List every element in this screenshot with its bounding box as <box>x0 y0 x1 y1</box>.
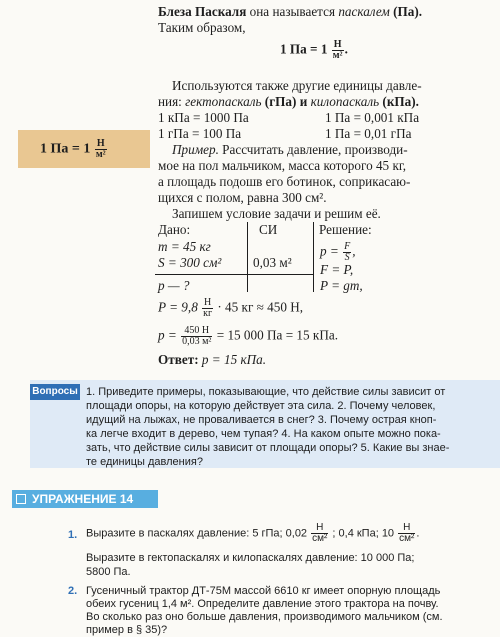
si-area: 0,03 м² <box>253 255 292 270</box>
calc-pressure <box>158 326 338 347</box>
write-task-line: Запишем условие задачи и решим её. <box>172 206 381 221</box>
kilopascal-abbr: (кПа). <box>382 94 419 109</box>
question-line: 1. Приведите примеры, показывающие, что действие силы зависит от <box>86 386 446 398</box>
given-mass: m = 45 кг <box>158 239 211 254</box>
answer-line <box>158 352 266 367</box>
question-line: площади опоры, на которую действует эта сила. 2. Почему человек, <box>86 400 436 412</box>
calc-weight-right: · 45 кг ≈ 450 Н, <box>217 299 304 315</box>
formula-fraction <box>332 40 344 61</box>
question-line: идущий на лыжах, не проваливается в снег? 3. Почему острая кноп- <box>86 414 437 426</box>
find-pressure: p — ? <box>158 278 190 293</box>
example-line-1 <box>172 142 408 157</box>
exercise-icon <box>16 494 26 504</box>
unit-row-1-right: 1 Па = 0,001 кПа <box>325 110 420 125</box>
pascal-name: Блеза Паскаля <box>158 4 247 19</box>
exercise-item-1-line-3: 5800 Па. <box>86 566 131 578</box>
solution-f1-fraction <box>343 242 351 263</box>
units-line-2 <box>158 94 419 109</box>
example-text-1: Рассчитать давление, производи- <box>222 142 408 157</box>
exercise-item-2-line: Гусеничный трактор ДТ-75М массой 6610 кг имеет опорную площадь <box>86 585 441 597</box>
exercise-frac1-num: Н <box>311 523 328 534</box>
definition-num: Н <box>95 139 107 150</box>
question-line: ка легче входит в дерево, чем тупая? 4. На каком опыте можно пока- <box>86 428 441 440</box>
exercise-fraction-2 <box>398 523 415 544</box>
hectopascal-label: гектопаскаль <box>185 94 262 109</box>
calc-weight-fraction <box>202 298 213 319</box>
units-line-1: Используются также другие единицы давле- <box>172 78 422 93</box>
questions-badge <box>30 384 80 400</box>
calc-pressure-num: 450 Н <box>181 326 212 337</box>
calc-pressure-fraction <box>181 326 212 347</box>
exercise-item-1-number: 1. <box>68 529 78 541</box>
exercise-item-1-text-c: . <box>416 527 420 540</box>
intro-text: она называется <box>249 4 336 19</box>
intro-line-1 <box>158 4 422 19</box>
definition-fraction <box>95 139 107 160</box>
answer-value: p = 15 кПа. <box>201 352 267 367</box>
question-line: те единицы давления? <box>86 456 203 468</box>
table-vline-2 <box>313 222 314 292</box>
kilopascal-label: килопаскаль <box>310 94 380 109</box>
solution-formula-3: P = gm, <box>320 278 363 293</box>
calc-weight-num: Н <box>203 297 212 308</box>
example-line-3: а площадь подошв его ботинок, соприкасаю- <box>158 174 411 189</box>
definition-den: м² <box>95 149 106 160</box>
calc-weight-den: кг <box>203 308 213 319</box>
solution-header: Решение: <box>319 222 372 237</box>
solution-f1-den: S <box>344 252 350 263</box>
exercise-frac1-den: см² <box>312 533 328 544</box>
formula-den: м² <box>332 50 343 61</box>
example-label: Пример. <box>172 142 219 157</box>
intro-line-2: Таким образом, <box>158 20 246 35</box>
example-line-2: мое на пол мальчиком, масса которого 45 кг, <box>158 158 407 173</box>
exercise-item-1-text-b: ; 0,4 кПа; 10 <box>332 527 395 540</box>
solution-formula-1 <box>320 242 356 263</box>
exercise-item-2-number: 2. <box>68 585 78 597</box>
calc-pressure-den: 0,03 м² <box>182 336 212 347</box>
main-formula <box>280 40 348 61</box>
formula-num: Н <box>332 40 344 51</box>
solution-formula-2: F = P, <box>320 262 354 277</box>
calc-weight <box>158 298 303 319</box>
formula-left: 1 Па = 1 <box>280 41 328 57</box>
exercise-frac2-den: см² <box>399 533 415 544</box>
exercise-fraction-1 <box>311 523 328 544</box>
questions-text <box>86 385 496 469</box>
solution-f1-end: , <box>352 243 356 259</box>
exercise-item-2-line: пример в § 35)? <box>86 624 168 636</box>
unit-row-2-right: 1 Па = 0,01 гПа <box>325 126 412 141</box>
exercise-header <box>12 490 158 508</box>
question-line: зать, что действие силы зависит от площади опоры? 5. Какие вы знае- <box>86 442 450 454</box>
given-area: S = 300 см² <box>158 255 222 270</box>
pascal-unit-name: паскалем <box>338 4 390 19</box>
given-header: Дано: <box>158 222 191 237</box>
calc-pressure-left: p = <box>158 327 177 343</box>
solution-f1-left: p = <box>320 243 339 259</box>
calc-weight-left: P = 9,8 <box>158 299 198 315</box>
definition-left: 1 Па = 1 <box>40 141 91 157</box>
exercise-item-1-text-a: Выразите в паскалях давление: 5 гПа; 0,02 <box>86 527 308 540</box>
units-text-a: ния: <box>158 94 182 109</box>
exercise-item-1-line-1 <box>86 523 419 544</box>
exercise-item-2-line: обеих гусениц 1,4 м². Определите давление этого трактора на почву. <box>86 598 439 610</box>
exercise-frac2-num: Н <box>398 523 415 534</box>
formula-end: . <box>344 41 348 57</box>
exercise-title: УПРАЖНЕНИЕ 14 <box>32 492 134 506</box>
exercise-item-2-text <box>86 585 498 637</box>
unit-row-1-left: 1 кПа = 1000 Па <box>158 110 249 125</box>
questions-badge-label: Вопросы <box>32 386 78 397</box>
definition-box <box>18 130 150 168</box>
calc-pressure-right: = 15 000 Па = 15 кПа. <box>216 327 338 343</box>
exercise-item-2-line: Во сколько раз оно больше давления, производимого мальчиком (см. <box>86 611 443 623</box>
answer-label: Ответ: <box>158 352 199 367</box>
table-hline <box>155 274 314 275</box>
table-vline-1 <box>247 222 248 292</box>
unit-row-2-left: 1 гПа = 100 Па <box>158 126 242 141</box>
si-header: СИ <box>259 222 278 237</box>
hectopascal-abbr: (гПа) и <box>264 94 308 109</box>
solution-f1-num: F <box>344 241 351 252</box>
pascal-abbr: (Па). <box>393 4 423 19</box>
example-line-4: щихся с полом, равна 300 см². <box>158 190 327 205</box>
definition-formula <box>40 139 108 160</box>
exercise-item-1-line-2: Выразите в гектопаскалях и килопаскалях давление: 10 000 Па; <box>86 552 415 564</box>
